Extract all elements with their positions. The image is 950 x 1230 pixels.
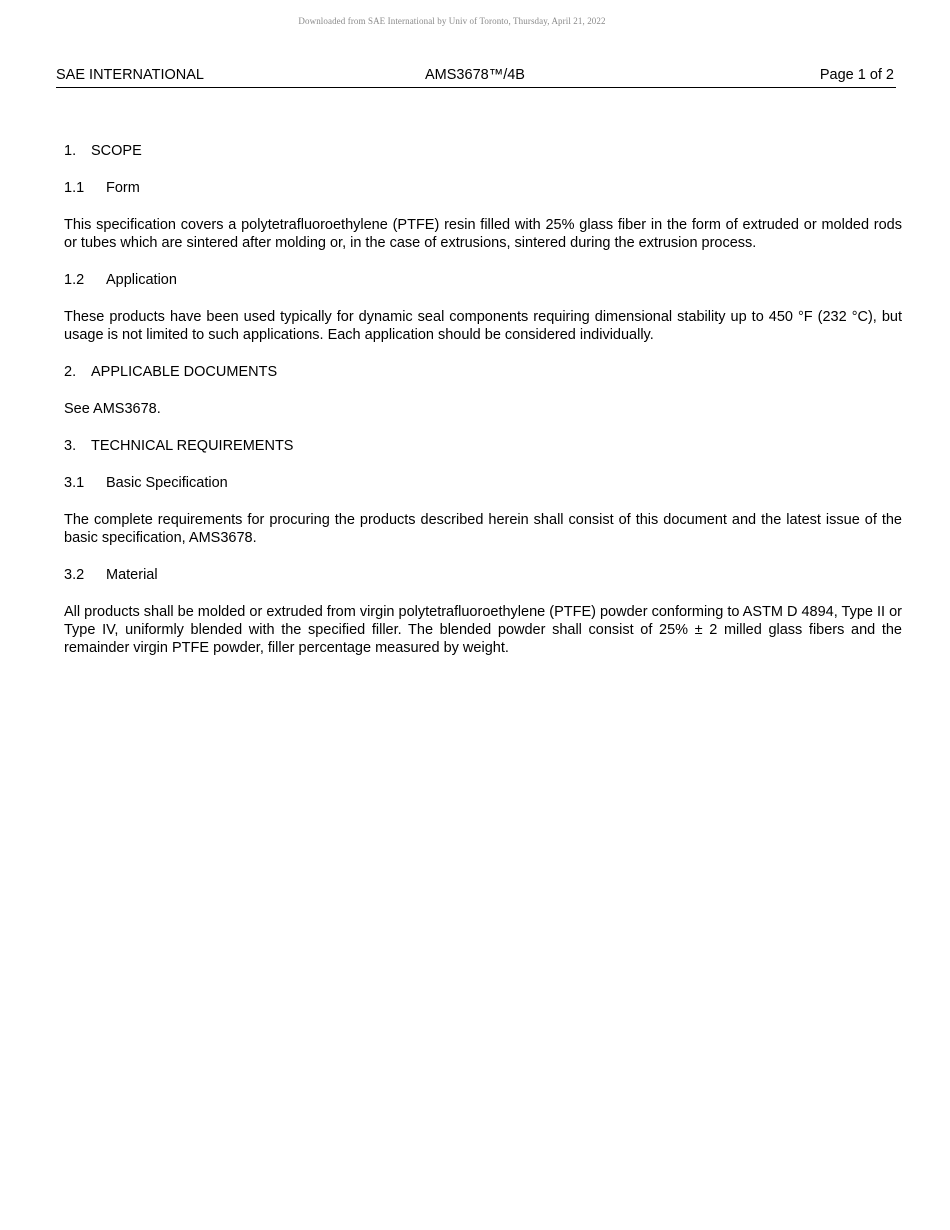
subsection-number: 3.2	[64, 567, 85, 583]
download-watermark: Downloaded from SAE International by Univ of Toronto, Thursday, April 21, 2022	[298, 16, 606, 26]
section-title: SCOPE	[91, 143, 142, 159]
subsection-heading-basic-specification	[64, 474, 902, 492]
page-header	[56, 66, 896, 88]
paragraph-applicable-documents: See AMS3678.	[64, 401, 161, 417]
paragraph-application: These products have been used typically for dynamic seal components requiring dimensional stability up to 450 °F (232 °C), but usage is not limited to such applications. Each application should be considered individually.	[64, 309, 902, 343]
header-document-number: AMS3678™/4B	[425, 67, 525, 83]
header-organization: SAE INTERNATIONAL	[56, 67, 204, 83]
paragraph-basic-specification: The complete requirements for procuring the products described herein shall consist of this document and the latest issue of the basic specification, AMS3678.	[64, 512, 902, 546]
subsection-title: Application	[106, 272, 177, 288]
subsection-heading-form	[64, 179, 902, 197]
header-page-number: Page 1 of 2	[819, 67, 894, 83]
subsection-heading-material	[64, 566, 902, 584]
section-title: TECHNICAL REQUIREMENTS	[91, 438, 294, 454]
subsection-heading-application	[64, 271, 902, 289]
paragraph-form: This specification covers a polytetrafluoroethylene (PTFE) resin filled with 25% glass fiber in the form of extruded or molded rods or tubes which are sintered after molding or, in the case of extrusions, sintered during the extrusion process.	[64, 217, 902, 251]
document-body	[64, 142, 902, 676]
subsection-title: Material	[106, 567, 158, 583]
section-number: 3.	[64, 438, 77, 454]
subsection-number: 1.1	[64, 180, 85, 196]
subsection-number: 3.1	[64, 475, 85, 491]
section-heading-scope	[64, 142, 902, 160]
section-heading-applicable-documents	[64, 363, 902, 381]
subsection-number: 1.2	[64, 272, 85, 288]
section-heading-technical-requirements	[64, 437, 902, 455]
subsection-title: Basic Specification	[106, 475, 228, 491]
subsection-title: Form	[106, 180, 140, 196]
section-number: 1.	[64, 143, 77, 159]
paragraph-material: All products shall be molded or extruded from virgin polytetrafluoroethylene (PTFE) powder conforming to ASTM D 4894, Type II or Type IV, uniformly blended with the specified filler. The blended powder shall consist of 25% ± 2 milled glass fibers and the remainder virgin PTFE powder, filler percentage measured by weight.	[64, 604, 902, 656]
section-title: APPLICABLE DOCUMENTS	[91, 364, 278, 380]
section-number: 2.	[64, 364, 77, 380]
